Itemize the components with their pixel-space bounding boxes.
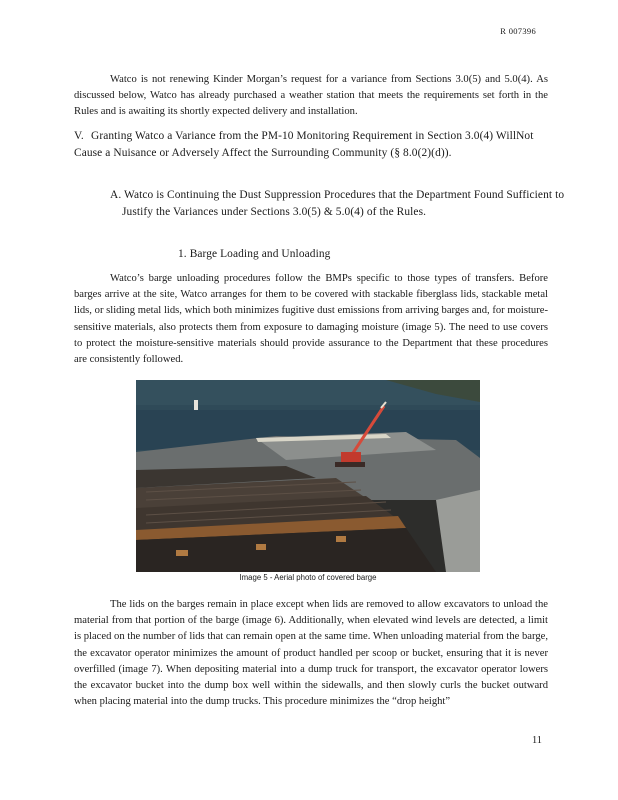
item-1-heading: 1. Barge Loading and Unloading — [178, 248, 331, 260]
aerial-barge-photo — [136, 380, 480, 572]
section-v-heading — [74, 128, 560, 162]
page-number: 11 — [532, 735, 543, 746]
lids-paragraph: The lids on the barges remain in place except when lids are removed to allow excavators to unload the material from that portion of the barge (image 6). Additionally, when elevated wind levels are detected, a limit is placed on the number of lids that can remain open at the same time. When unloading material from the barge, the excavator operator minimizes the amount of product handled per scoop or bucket, ensuring that it is never overfilled (image 7). When depositing material into a dump truck for transport, the excavator operator lowers the excavator bucket into the dump box well within the sidewalls, and then slowly curls the bucket outward when placing material into the dump trucks. This procedure minimizes the “drop height” — [74, 599, 548, 708]
image-caption: Image 5 - Aerial photo of covered barge — [239, 573, 377, 582]
bates-number: R 007396 — [500, 26, 536, 36]
subsection-a-heading: A. Watco is Continuing the Dust Suppression Procedures that the Department Found Sufficient to Justify the Variances under Sections 3.0(5) & 5.0(4) of the Rules. — [110, 189, 565, 218]
section-v-title: Granting Watco a Variance from the PM-10 Monitoring Requirement in Section 3.0(4) WillNot Cause a Nuisance or Adversely Affect the Surrounding Community (§ 8.0(2)(d)). — [74, 130, 534, 159]
barge-procedures-paragraph: Watco’s barge unloading procedures follow the BMPs specific to those types of transfers. Before barges arrive at the site, Watco arranges for them to be covered with stackable fiberglass lids, stackable metal lids, or sliding metal lids, which both minimizes fugitive dust emissions from arriving barges and, for moisture-sensitive materials, also protects them from exposure to damaging moisture (image 5). The need to use covers to protect the moisture-sensitive materials should provide assurance to the Department that these procedures are consistently followed. — [74, 273, 548, 366]
section-v-number: V. — [74, 130, 84, 142]
intro-paragraph: Watco is not renewing Kinder Morgan’s request for a variance from Sections 3.0(5) and 5.0(4). As discussed below, Watco has already purchased a weather station that meets the requirements set forth in the Rules and is awaiting its shortly expected delivery and installation. — [74, 74, 548, 118]
